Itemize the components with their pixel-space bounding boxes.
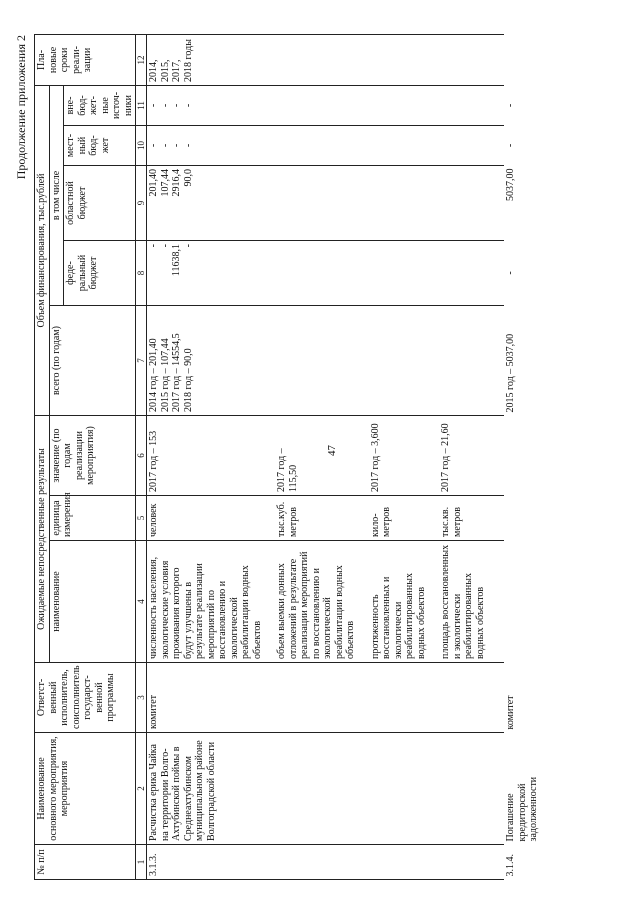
header-measure-name: Наименование основного мероприятия, мероприятия (35, 733, 136, 845)
local-value: - (159, 143, 171, 148)
result-unit: тыс.куб. метров (264, 496, 358, 541)
federal-value: - (159, 244, 171, 248)
col-number: 1 (136, 845, 147, 880)
finance-extra: - (505, 103, 517, 108)
table-row (147, 34, 265, 879)
result-unit: тыс.кв. метров (428, 496, 504, 541)
header-responsible: Ответст- венный исполнитель, соисполнитель госудаpст- венной программы (35, 663, 136, 733)
header-local: мест- ный бюд- жет (64, 126, 136, 166)
header-federal: феде- ральный бюджет (64, 241, 136, 306)
col-number: 9 (136, 166, 147, 241)
finance-local: - (505, 143, 517, 148)
continuation-label: Продолжение приложения 2 (14, 35, 28, 180)
extra-value: - (182, 103, 194, 108)
result-unit: человек (147, 496, 265, 541)
row-num: 3.1.4. (505, 854, 517, 877)
col-number: 11 (136, 85, 147, 125)
total-2017: 2017 год – 14554,5 (171, 333, 183, 412)
row-responsible: комитет (505, 695, 517, 730)
finance-total: 2015 год – 5037,00 (505, 333, 517, 413)
page-number: 47 (326, 445, 338, 456)
header-group-finance: Объем финансирования, тыс.рублей (35, 85, 50, 415)
finance-federal: - (505, 271, 517, 275)
header-group-incl: в том числе (49, 85, 64, 305)
finance-regional (147, 166, 505, 241)
col-number: 5 (136, 496, 147, 541)
result-value: 2017 год – 115,50 (264, 416, 358, 496)
total-2015: 2015 год – 107,44 (159, 338, 171, 412)
result-value: 2017 год – 3,600 (358, 416, 429, 496)
header-unit: единица измерения (49, 496, 136, 541)
col-number: 12 (136, 34, 147, 85)
regional-value: 201,40 (148, 169, 160, 197)
col-number: 8 (136, 241, 147, 306)
extra-value: - (159, 103, 171, 108)
header-terms: Пла- новые сроки реали- зации (35, 34, 136, 85)
regional-value: 107,44 (159, 169, 171, 197)
empty-cell (504, 416, 541, 496)
finance-federal (147, 241, 505, 306)
result-value: 2017 год – 153 (147, 416, 265, 496)
result-name: площадь восстановленных и экологически реабилитированных водных объектов (428, 541, 504, 663)
col-number: 10 (136, 126, 147, 166)
result-name: протяженность восстановленных и экологически реабилитированных водных объектов (358, 541, 429, 663)
local-value: - (148, 143, 160, 148)
row-measure-name: Погашение кредиторской задолженности (505, 776, 540, 842)
appendix-table (34, 34, 541, 880)
extra-value: - (171, 103, 183, 108)
row-terms: 2014, 2015, 2017, 2018 годы (147, 34, 505, 85)
local-value: - (171, 143, 183, 148)
regional-value: 90,0 (182, 169, 194, 187)
row-num: 3.1.3. (147, 845, 505, 880)
col-number: 7 (136, 306, 147, 416)
table-row (504, 34, 541, 879)
header-value: значение (по годам реализации мероприятия) (49, 416, 136, 496)
result-name: объем выемки донных отложений в результате реализации мероприятий по восстановлению и экологической реабилитации водных объектов (264, 541, 358, 663)
total-2018: 2018 год – 90,0 (182, 348, 194, 412)
header-row-1 (35, 34, 50, 879)
row-responsible: комитет (147, 663, 505, 733)
header-result-name: наименование (49, 541, 136, 663)
header-extra: вне- бюд- жет- ные источ- ники (64, 85, 136, 125)
finance-extra (147, 85, 505, 125)
col-number: 4 (136, 541, 147, 663)
result-name: численность населения, экологические условия проживания которого будут улучшены в результате реализации мероприятий по восстановлению и экологической реабилитации водных объектов (147, 541, 265, 663)
header-regional: областной бюджет (64, 166, 136, 241)
col-number: 6 (136, 416, 147, 496)
finance-local (147, 126, 505, 166)
empty-cell (504, 541, 541, 663)
total-2014: 2014 год – 201,40 (148, 338, 160, 412)
row-measure-name: Расчистка ерика Чайка на территории Волго-Ахтубинской поймы в Среднеахтубинском муниципальном районе Волгоградской области (147, 733, 505, 845)
header-group-results: Ожидаемые непосредственные результаты (35, 416, 50, 663)
rotated-page (4, 25, 604, 890)
column-numbers-row (136, 34, 147, 879)
finance-regional: 5037,00 (505, 168, 517, 201)
result-value: 2017 год – 21,60 (428, 416, 504, 496)
local-value: - (182, 143, 194, 148)
federal-value: - (182, 244, 194, 248)
extra-value: - (148, 103, 160, 108)
header-total: всего (по годам) (49, 306, 136, 416)
federal-value: 11638,1 (171, 244, 183, 277)
header-num: № п/п (35, 845, 136, 880)
col-number: 3 (136, 663, 147, 733)
finance-total (147, 306, 505, 416)
empty-cell (504, 34, 541, 85)
regional-value: 2916,4 (171, 169, 183, 197)
col-number: 2 (136, 733, 147, 845)
result-unit: кило- метров (358, 496, 429, 541)
empty-cell (504, 496, 541, 541)
federal-value: - (148, 244, 160, 248)
